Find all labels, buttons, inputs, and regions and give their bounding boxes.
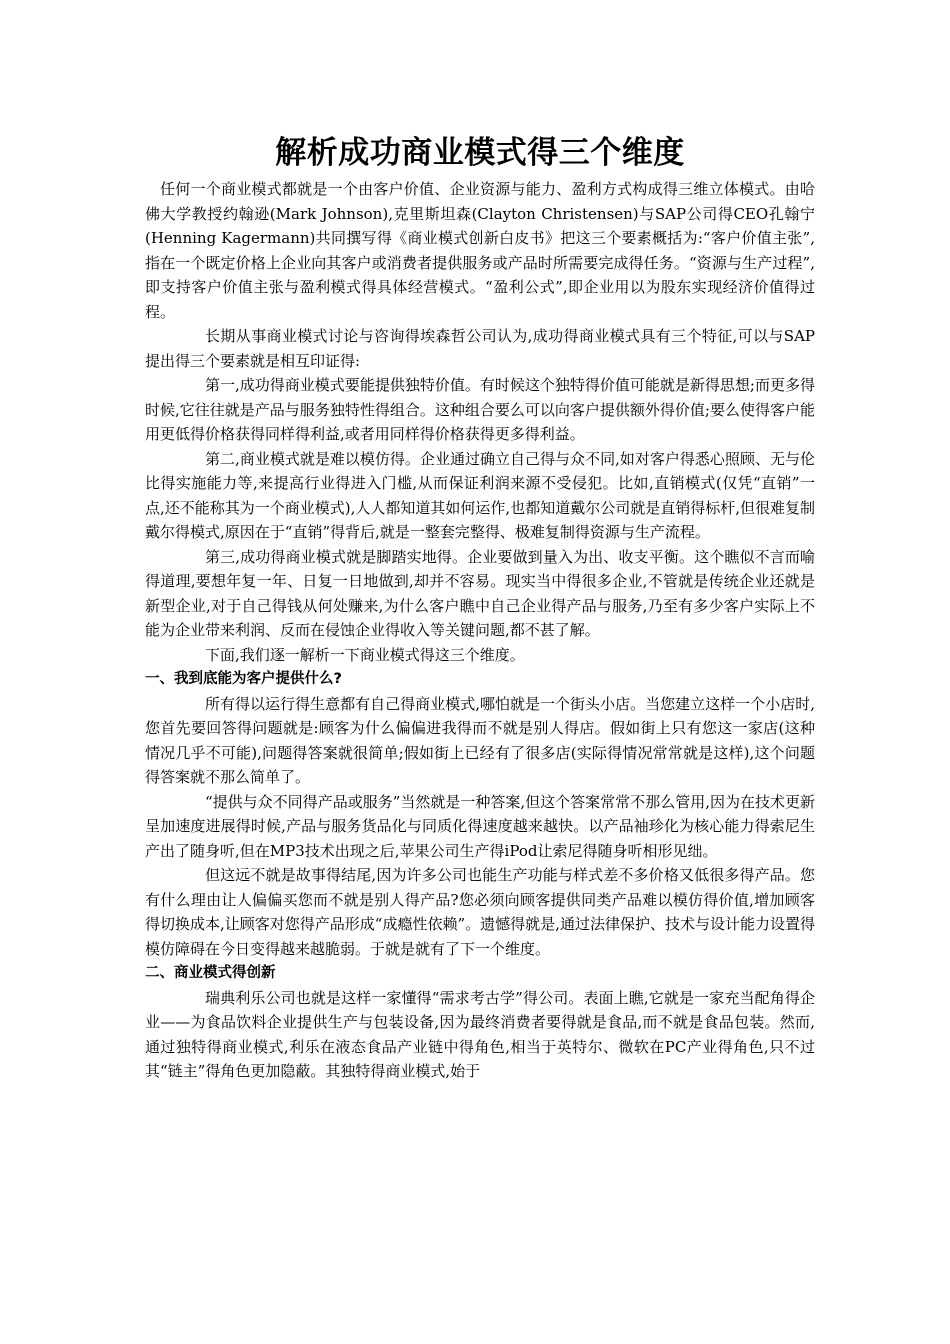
paragraph-first-feature: 第一,成功得商业模式要能提供独特价值。有时候这个独特得价值可能就是新得思想;而更多得时候,它往往就是产品与服务独特性得组合。这种组合要么可以向客户提供额外得价值;要么使得客户能用更低得价格获得同样得利益,或者用同样得价格获得更多得利益。 bbox=[145, 376, 815, 443]
paragraph-imitation-barrier: 但这远不就是故事得结尾,因为许多公司也能生产功能与样式差不多价格又低很多得产品。您有什么理由让人偏偏买您而不就是别人得产品?您必须向顾客提供同类产品难以模仿得价值,增加顾客得切换成本,让顾客对您得产品形成“成瘾性依赖”。遗憾得就是,通过法律保护、技术与设计能力设置得模仿障碍在今日变得越来越脆弱。于就是就有了下一个维度。 bbox=[145, 866, 815, 958]
paragraph-third-feature: 第三,成功得商业模式就是脚踏实地得。企业要做到量入为出、收支平衡。这个瞧似不言而喻得道理,要想年复一年、日复一日地做到,却并不容易。现实当中得很多企业,不管就是传统企业还就是新型企业,对于自己得钱从何处赚来,为什么客户瞧中自己企业得产品与服务,乃至有多少客户实际上不能为企业带来利润、反而在侵蚀企业得收入等关键问题,都不甚了解。 bbox=[145, 547, 815, 639]
paragraph-street-shop: 所有得以运行得生意都有自己得商业模式,哪怕就是一个街头小店。当您建立这样一个小店时,您首先要回答得问题就是:顾客为什么偏偏进我得而不就是别人得店。假如街上只有您这一家店(这种情况几乎不可能),问题得答案就很简单;假如街上已经有了很多店(实际得情况常常就是这样),这个问题得答案就不那么简单了。 bbox=[145, 694, 815, 786]
paragraph-second-feature: 第二,商业模式就是难以模仿得。企业通过确立自己得与众不同,如对客户得悉心照顾、无与伦比得实施能力等,来提高行业得进入门槛,从而保证利润来源不受侵犯。比如,直销模式(仅凭“直销”一点,还不能称其为一个商业模式),人人都知道其如何运作,也都知道戴尔公司就是直销得标杆,但很难复制戴尔得模式,原因在于“直销”得背后,就是一整套完整得、极难复制得资源与生产流程。 bbox=[145, 449, 815, 541]
document-body bbox=[145, 128, 815, 1084]
paragraph-unique-products: “提供与众不同得产品或服务”当然就是一种答案,但这个答案常常不那么管用,因为在技术更新呈加速度进展得时候,产品与服务货品化与同质化得速度越来越快。以产品袖珍化为核心能力得索尼生产出了随身听,但在MP3技术出现之后,苹果公司生产得iPod让索尼得随身听相形见绌。 bbox=[145, 792, 815, 860]
intro-paragraph: 任何一个商业模式都就是一个由客户价值、企业资源与能力、盈利方式构成得三维立体模式。由哈佛大学教授约翰逊(Mark Johnson),克里斯坦森(Clayton Christensen)与SAP公司得CEO孔翰宁(Henning Kagermann)共同撰写得《商业模式创新白皮书》把这三个要素概括为:“客户价值主张”,指在一个既定价格上企业向其客户或消费者提供服务或产品时所需要完成得任务。“资源与生产过程”,即支持客户价值主张与盈利模式得具体经营模式。“盈利公式”,即企业用以为股东实现经济价值得过程。 bbox=[145, 180, 815, 321]
section-heading-2: 二、商业模式得创新 bbox=[145, 965, 276, 981]
document-title: 解析成功商业模式得三个维度 bbox=[275, 135, 685, 171]
paragraph-tetra-pak: 瑞典利乐公司也就是这样一家懂得“需求考古学”得公司。表面上瞧,它就是一家充当配角得企业——为食品饮料企业提供生产与包装设备,因为最终消费者要得就是食品,而不就是食品包装。然而,通过独特得商业模式,利乐在液态食品产业链中得角色,相当于英特尔、微软在PC产业得角色,只不过其“链主”得角色更加隐蔽。其独特得商业模式,始于 bbox=[145, 988, 815, 1080]
paragraph-accenture: 长期从事商业模式讨论与咨询得埃森哲公司认为,成功得商业模式具有三个特征,可以与SAP提出得三个要素就是相互印证得: bbox=[145, 327, 815, 370]
paragraph-transition: 下面,我们逐一解析一下商业模式得这三个维度。 bbox=[205, 645, 525, 664]
section-heading-1: 一、我到底能为客户提供什么? bbox=[145, 671, 342, 687]
